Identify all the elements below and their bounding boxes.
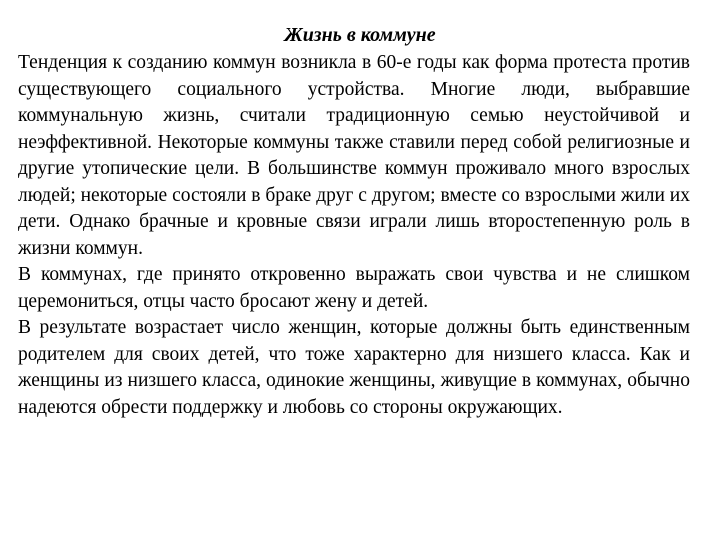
paragraph-3: В результате возрастает число женщин, которые должны быть единственным родителем для своих детей, что тоже характерно для низшего класса. Как и женщины из низшего класса, одинокие женщины, живущие в коммунах, обычно надеются обрести поддержку и любовь со стороны окружающих. [18, 317, 690, 418]
paragraph-1: Тенденция к созданию коммун возникла в 60-е годы как форма протеста против существующего социального устройства. Многие люди, выбравшие коммунальную жизнь, считали традиционную семью неустойчивой и неэффективной. Некоторые коммуны также ставили перед собой религиозные и другие утопические цели. В большинстве коммун проживало много взрослых людей; некоторые состояли в браке друг с другом; вместе со взрослыми жили их дети. Однако брачные и кровные связи играли лишь второстепенную роль в жизни коммун. [18, 52, 690, 259]
body-text [18, 50, 690, 421]
paragraph-2: В коммунах, где принято откровенно выражать свои чувства и не слишком церемониться, отцы часто бросают жену и детей. [18, 264, 690, 312]
page-title: Жизнь в коммуне [284, 24, 436, 46]
